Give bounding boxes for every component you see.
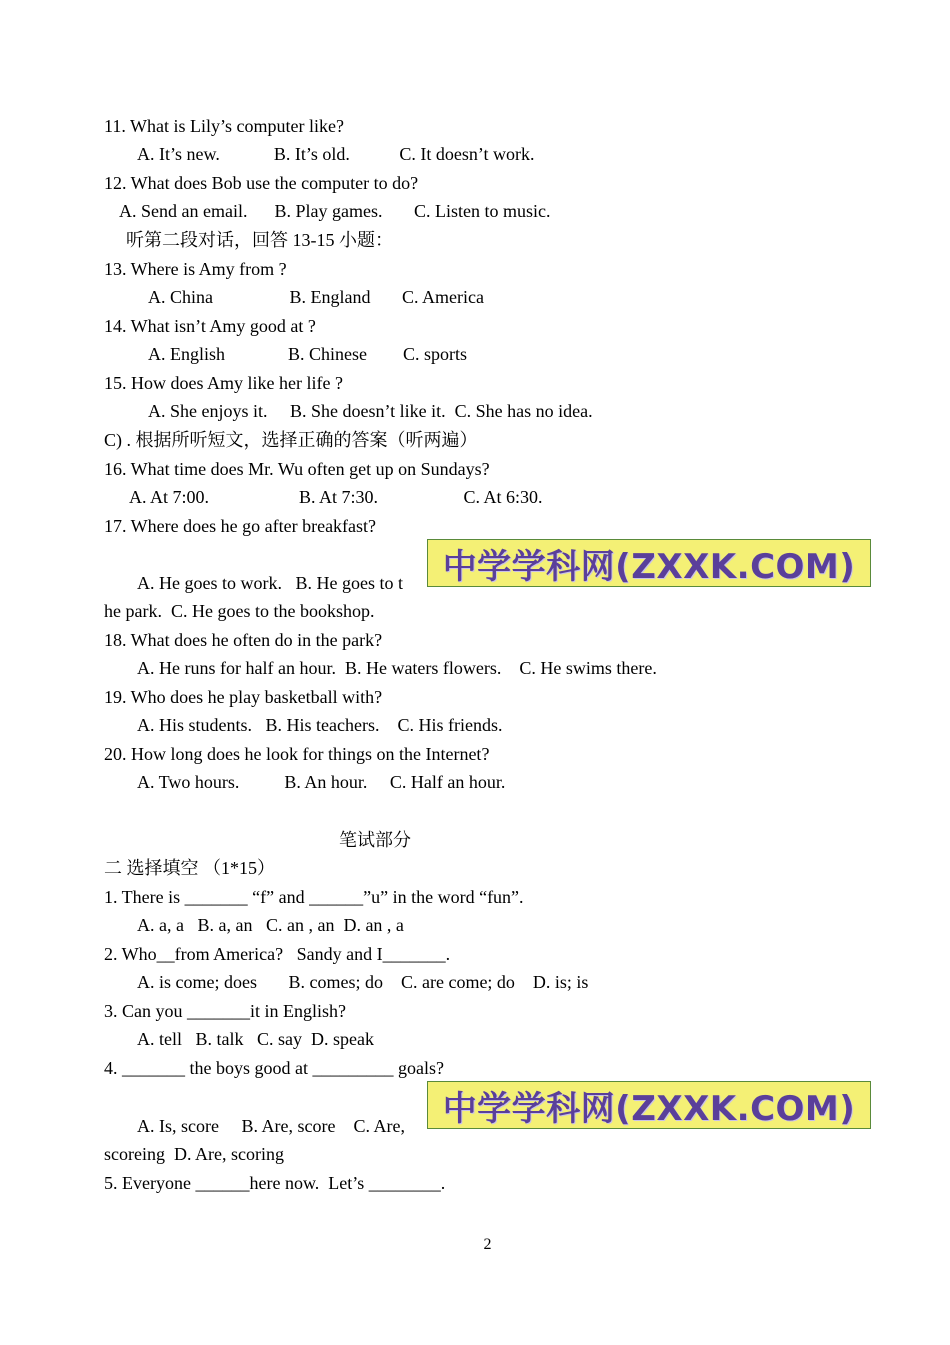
- options-11: A. It’s new. B. It’s old. C. It doesn’t work.: [137, 144, 535, 164]
- item-2: 2. Who__from America? Sandy and I_______.: [104, 944, 451, 964]
- watermark-text: 中学学科网(ZXXK.COM): [442, 1088, 856, 1129]
- item-4: 4. _______ the boys good at _________ goals?: [104, 1058, 444, 1078]
- written-part-heading: 笔试部分: [339, 830, 411, 850]
- question-17: 17. Where does he go after breakfast?: [104, 516, 377, 536]
- section-2-heading: 二 选择填空 （1*15）: [104, 858, 275, 878]
- section-c-heading: C) . 根据所听短文，选择正确的答案（听两遍）: [104, 430, 478, 450]
- watermark-text: 中学学科网(ZXXK.COM): [442, 546, 856, 587]
- options-13: A. China B. England C. America: [148, 287, 484, 307]
- question-11: 11. What is Lily’s computer like?: [104, 116, 344, 136]
- watermark-banner: [427, 1081, 871, 1129]
- options-item-2: A. is come; does B. comes; do C. are come; do D. is; is: [137, 972, 589, 992]
- options-item-3: A. tell B. talk C. say D. speak: [137, 1029, 374, 1049]
- item-3: 3. Can you _______it in English?: [104, 1001, 346, 1021]
- section-dialogue-2-heading: 听第二段对话，回答 13-15 小题：: [126, 230, 393, 250]
- options-18: A. He runs for half an hour. B. He waters flowers. C. He swims there.: [137, 658, 657, 678]
- page-number: 2: [483, 1236, 492, 1253]
- options-17-part1: A. He goes to work. B. He goes to t: [137, 573, 403, 593]
- options-16: A. At 7:00. B. At 7:30. C. At 6:30.: [129, 487, 543, 507]
- options-15: A. She enjoys it. B. She doesn’t like it. C. She has no idea.: [148, 401, 593, 421]
- question-18: 18. What does he often do in the park?: [104, 630, 383, 650]
- options-12: A. Send an email. B. Play games. C. Listen to music.: [119, 201, 551, 221]
- question-15: 15. How does Amy like her life ?: [104, 373, 343, 393]
- options-item-1: A. a, a B. a, an C. an , an D. an , a: [137, 915, 404, 935]
- options-item-4-part2: scoreing D. Are, scoring: [104, 1144, 284, 1164]
- watermark-banner: [427, 539, 871, 587]
- options-20: A. Two hours. B. An hour. C. Half an hour.: [137, 772, 506, 792]
- options-17-part2: he park. C. He goes to the bookshop.: [104, 601, 375, 621]
- item-5: 5. Everyone ______here now. Let’s ________.: [104, 1173, 446, 1193]
- options-14: A. English B. Chinese C. sports: [148, 344, 468, 364]
- item-1: 1. There is _______ “f” and ______”u” in the word “fun”.: [104, 887, 524, 907]
- question-12: 12. What does Bob use the computer to do?: [104, 173, 419, 193]
- question-20: 20. How long does he look for things on the Internet?: [104, 744, 490, 764]
- options-19: A. His students. B. His teachers. C. His friends.: [137, 715, 503, 735]
- question-19: 19. Who does he play basketball with?: [104, 687, 383, 707]
- question-14: 14. What isn’t Amy good at ?: [104, 316, 316, 336]
- question-13: 13. Where is Amy from ?: [104, 259, 287, 279]
- question-16: 16. What time does Mr. Wu often get up on Sundays?: [104, 459, 490, 479]
- options-item-4-part1: A. Is, score B. Are, score C. Are,: [137, 1116, 405, 1136]
